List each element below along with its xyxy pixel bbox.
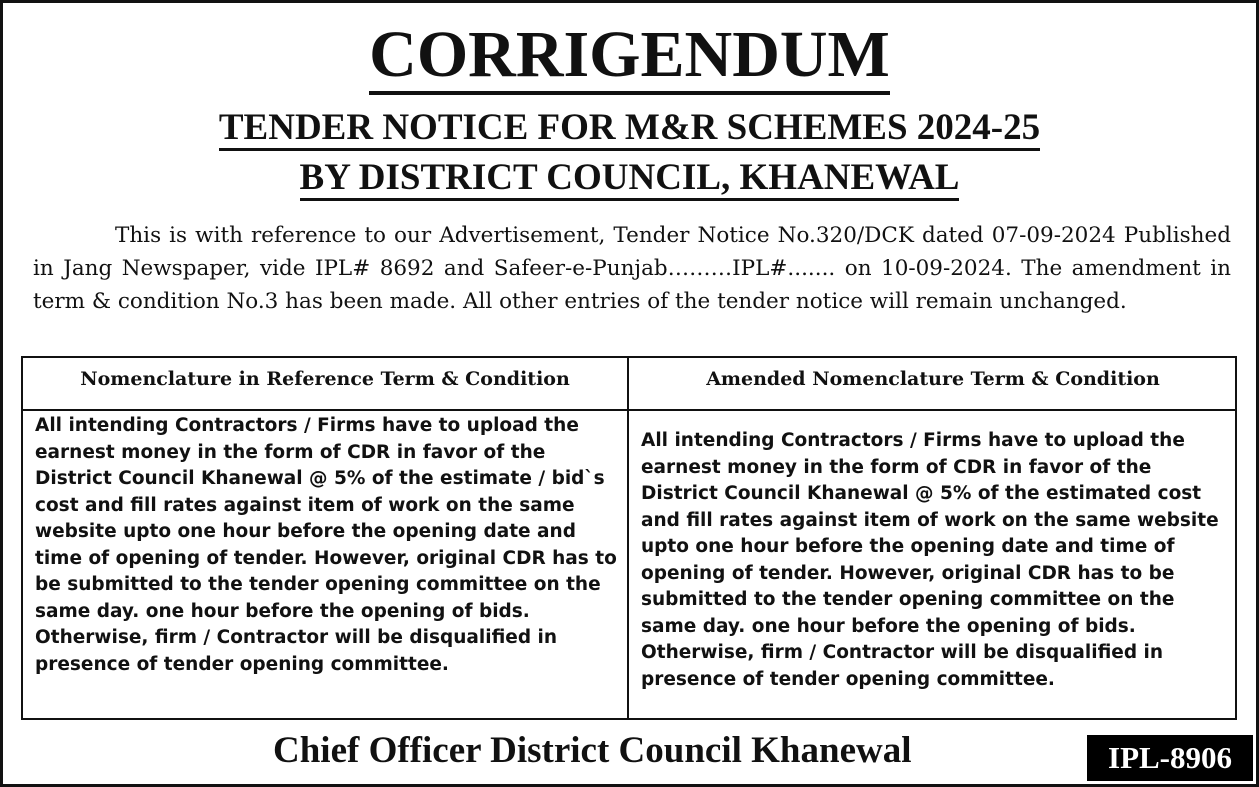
table-header-reference: Nomenclature in Reference Term & Condition xyxy=(80,368,570,390)
table-cell-amended-text: All intending Contractors / Firms have to upload the earnest money in the form of CDR in favor of the District Council Khanewal @ 5% of the estimated cost and fill rates against item of work on the same website upto one hour before the opening date and time of opening of tender. However, original CDR has to be submitted to the tender opening committee on the same day. one hour before the opening of bids. Otherwise, firm / Contractor will be disqualified in presence of tender opening committee. xyxy=(641,430,1219,690)
notice-subtitle-row-2 xyxy=(3,157,1256,199)
signature-line: Chief Officer District Council Khanewal xyxy=(273,730,912,771)
table-column-divider xyxy=(627,358,629,718)
table-cell-reference-text: All intending Contractors / Firms have to upload the earnest money in the form of CDR in favor of the District Council Khanewal @ 5% of the estimate / bid`s cost and fill rates against item of work on the same website upto one hour before the opening date and time of opening of tender. However, original CDR has to be submitted to the tender opening committee on the same day. one hour before the opening of bids. Otherwise, firm / Contractor will be disqualified in presence of tender opening committee. xyxy=(35,415,617,675)
notice-subtitle-row-1 xyxy=(3,107,1256,149)
notice-subtitle-line-2: BY DISTRICT COUNCIL, KHANEWAL xyxy=(300,157,960,201)
ipl-number-badge: IPL-8906 xyxy=(1087,735,1253,781)
notice-intro-paragraph: This is with reference to our Advertisement, Tender Notice No.320/DCK dated 07-09-2024 Published in Jang Newspaper, vide IPL# 8692 and Safeer-e-Punjab………IPL#....... on 10-09-2024. The amendment in term & condition No.3 has been made. All other entries of the tender notice will remain unchanged. xyxy=(33,223,1231,314)
table-header-divider xyxy=(23,409,1235,411)
table-header-amended: Amended Nomenclature Term & Condition xyxy=(706,368,1160,390)
notice-title-row xyxy=(3,17,1256,93)
amendment-table xyxy=(21,356,1237,720)
notice-subtitle-line-1: TENDER NOTICE FOR M&R SCHEMES 2024-25 xyxy=(219,107,1040,151)
notice-title: CORRIGENDUM xyxy=(369,18,890,95)
